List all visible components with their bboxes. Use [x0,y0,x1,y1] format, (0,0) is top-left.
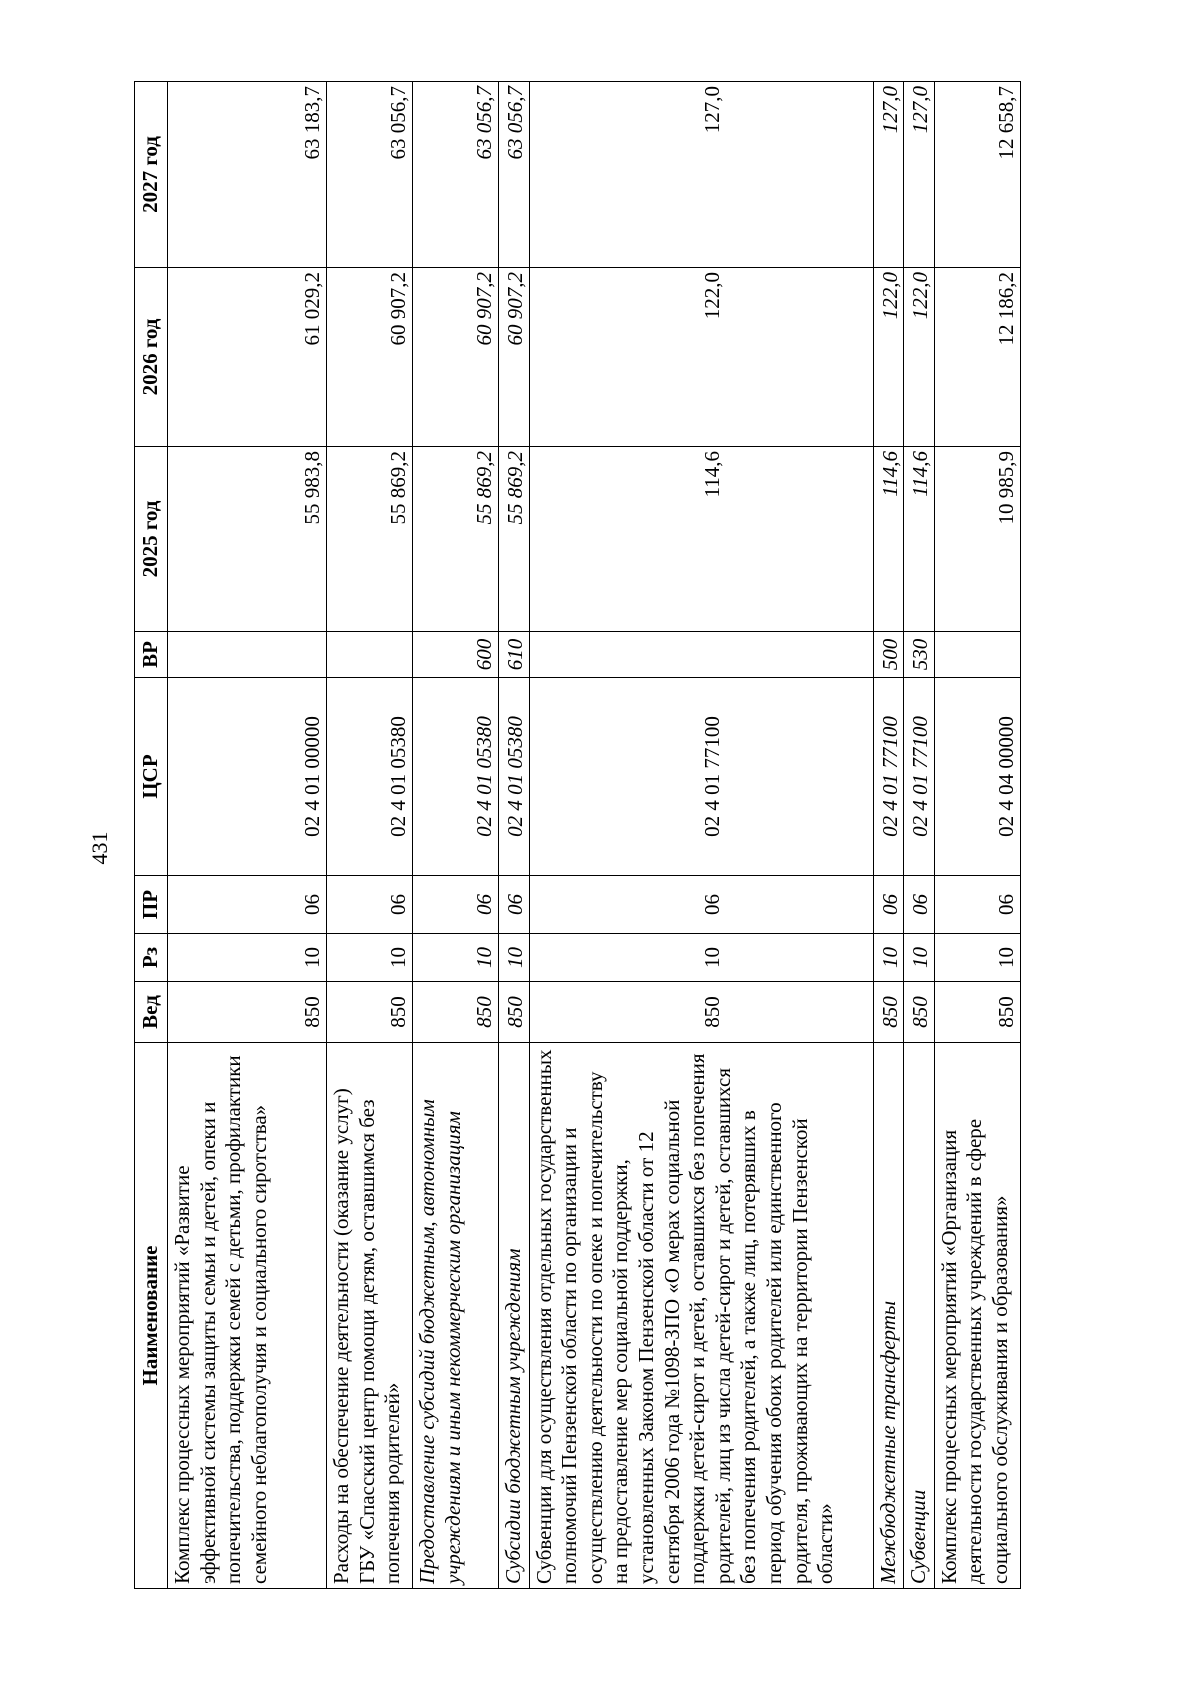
row-2026: 12 186,2 [934,268,1020,447]
row-2027: 63 056,7 [327,82,413,268]
row-2027: 127,0 [904,82,935,268]
row-2026: 122,0 [873,268,904,447]
row-csr: 02 4 04 00000 [934,678,1020,876]
row-2027: 63 056,7 [499,82,530,268]
row-rz: 10 [873,934,904,982]
row-csr: 02 4 01 77100 [904,678,935,876]
row-2025: 114,6 [529,447,873,632]
table-row [873,82,904,1589]
table-row [934,82,1020,1589]
row-2025: 55 869,2 [327,447,413,632]
row-rz: 10 [168,934,327,982]
row-ved: 850 [529,982,873,1043]
row-name: Межбюджетные трансферты [873,1043,904,1589]
row-ved: 850 [904,982,935,1043]
row-2025: 10 985,9 [934,447,1020,632]
row-csr: 02 4 01 77100 [529,678,873,876]
row-2026: 61 029,2 [168,268,327,447]
row-pr: 06 [413,876,499,934]
header-2025: 2025 год [135,447,168,632]
row-rz: 10 [529,934,873,982]
header-name: Наименование [135,1043,168,1589]
row-csr: 02 4 01 05380 [413,678,499,876]
row-2026: 60 907,2 [499,268,530,447]
row-2025: 114,6 [873,447,904,632]
row-2027: 63 056,7 [413,82,499,268]
header-vr: ВР [135,632,168,678]
row-pr: 06 [168,876,327,934]
row-2027: 127,0 [873,82,904,268]
row-csr: 02 4 01 77100 [873,678,904,876]
table-row [413,82,499,1589]
table-row [904,82,935,1589]
row-name: Предоставление субсидий бюджетным, автономным учреждениям и иным некоммерческим организациям [413,1043,499,1589]
row-vr [327,632,413,678]
row-rz: 10 [499,934,530,982]
row-vr: 530 [904,632,935,678]
budget-table-rotated [134,82,1019,1589]
row-name: Комплекс процессных мероприятий «Развитие эффективной системы защиты семьи и детей, опеки и попечительства, поддержки семей с детьми, профилактики семейного неблагополучия и социального сиротства» [168,1043,327,1589]
table-header-row [135,82,168,1589]
row-ved: 850 [413,982,499,1043]
row-name: Субвенции для осуществления отдельных государственных полномочий Пензенской области по организации и осуществлению деятельности по опеке и попечительству на предоставление мер социальной поддержки, установленных Законом Пензенской области от 12 сентября 2006 года №1098-ЗПО «О мерах социальной поддержки детей-сирот и детей, оставшихся без попечения родителей, лиц из числа детей-сирот и детей, оставшихся без попечения родителей, а также лиц, потерявших в период обучения обоих родителей или единственного родителя, проживающих на территории Пензенской области» [529,1043,873,1589]
row-rz: 10 [934,934,1020,982]
row-vr: 600 [413,632,499,678]
budget-table [134,81,1021,1589]
row-2026: 60 907,2 [413,268,499,447]
header-csr: ЦСР [135,678,168,876]
row-pr: 06 [529,876,873,934]
row-ved: 850 [168,982,327,1043]
row-csr: 02 4 01 05380 [499,678,530,876]
row-vr: 500 [873,632,904,678]
row-vr [168,632,327,678]
row-csr: 02 4 01 00000 [168,678,327,876]
table-row [499,82,530,1589]
row-ved: 850 [499,982,530,1043]
row-vr: 610 [499,632,530,678]
row-name: Субвенции [904,1043,935,1589]
row-2025: 55 869,2 [413,447,499,632]
row-pr: 06 [873,876,904,934]
row-2026: 60 907,2 [327,268,413,447]
row-2027: 63 183,7 [168,82,327,268]
row-rz: 10 [413,934,499,982]
row-csr: 02 4 01 05380 [327,678,413,876]
table-row [327,82,413,1589]
table-row [529,82,873,1589]
row-ved: 850 [873,982,904,1043]
row-2027: 12 658,7 [934,82,1020,268]
row-pr: 06 [499,876,530,934]
row-name: Субсидии бюджетным учреждениям [499,1043,530,1589]
header-2027: 2027 год [135,82,168,268]
header-2026: 2026 год [135,268,168,447]
row-2025: 114,6 [904,447,935,632]
row-vr [529,632,873,678]
row-2025: 55 983,8 [168,447,327,632]
row-name: Комплекс процессных мероприятий «Организация деятельности государственных учреждений в сфере социального обслуживания и образования» [934,1043,1020,1589]
row-name: Расходы на обеспечение деятельности (оказание услуг) ГБУ «Спасский центр помощи детям, оставшимся без попечения родителей» [327,1043,413,1589]
header-pr: ПР [135,876,168,934]
row-pr: 06 [904,876,935,934]
row-pr: 06 [934,876,1020,934]
header-ved: Вед [135,982,168,1043]
row-2026: 122,0 [904,268,935,447]
header-rz: Рз [135,934,168,982]
row-2027: 127,0 [529,82,873,268]
page-number: 431 [87,831,112,865]
row-rz: 10 [327,934,413,982]
row-vr [934,632,1020,678]
row-pr: 06 [327,876,413,934]
row-rz: 10 [904,934,935,982]
row-2025: 55 869,2 [499,447,530,632]
table-row [168,82,327,1589]
row-ved: 850 [327,982,413,1043]
row-ved: 850 [934,982,1020,1043]
row-2026: 122,0 [529,268,873,447]
